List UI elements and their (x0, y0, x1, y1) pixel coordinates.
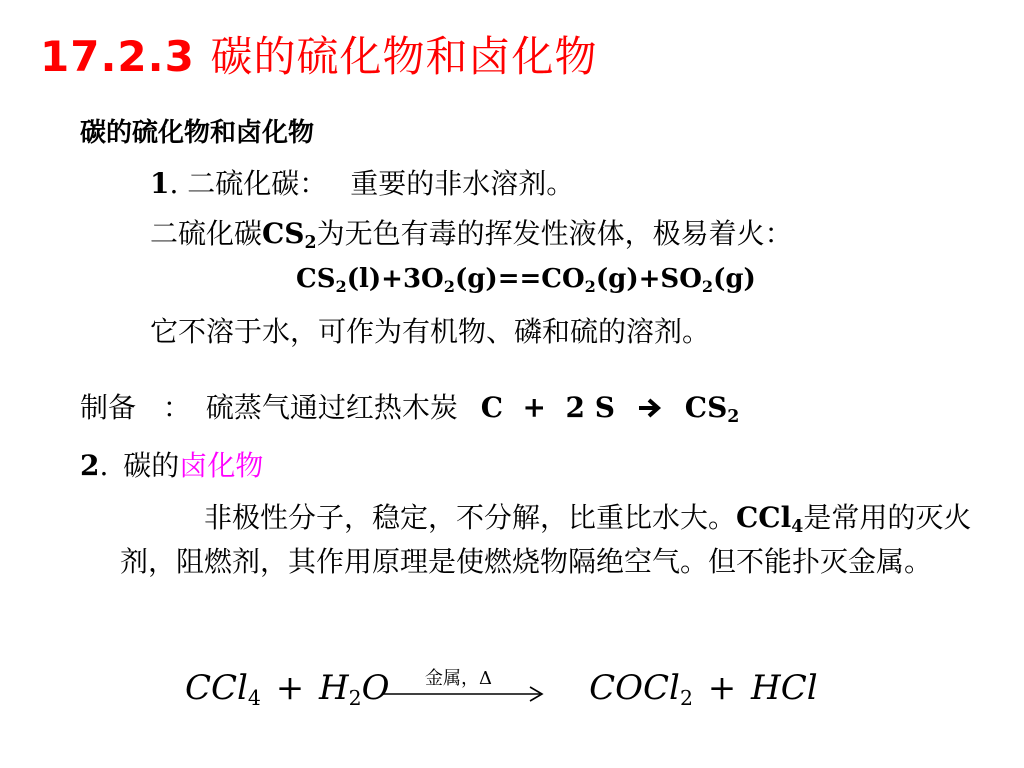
cs2-description (150, 212, 793, 252)
item1-desc: 重要的非水溶剂。 (350, 167, 575, 200)
right-arrow-icon (638, 393, 662, 426)
paragraph-part2: 是常用的灭火剂，阻燃剂，其作用原理是使燃烧物隔绝空气。但不能扑灭金属。 (120, 501, 972, 578)
item1-line (150, 162, 574, 202)
item1-heading: 二硫化碳： (187, 167, 328, 200)
eq1-sub: 2 (584, 276, 596, 296)
item2-sep: . (99, 449, 109, 482)
eq1-part: (g) (713, 264, 756, 294)
eq1-part: (l)+3O (346, 264, 444, 294)
paragraph-part1: 非极性分子，稳定，不分解，比重比水大。 (204, 501, 737, 534)
eq2-cocl: COCl (589, 668, 680, 708)
eq1-sub: 2 (701, 276, 714, 296)
halide-paragraph (120, 496, 1020, 584)
section-title-text: 碳的硫化物和卤化物 (210, 32, 598, 81)
item2-pre: 碳的 (123, 449, 180, 482)
preparation-line (80, 386, 739, 426)
item1-number: 1 (150, 167, 170, 200)
eq1-part: (g)==CO (454, 264, 585, 294)
prep-product-main: CS (684, 391, 728, 424)
prep-reactants-text: C + 2 S (480, 391, 615, 424)
eq1-part: CS (296, 264, 336, 294)
arrow-condition-label: 金属，Δ (425, 668, 492, 689)
section-number: 17.2.3 (40, 32, 195, 81)
eq2-plus: + (275, 668, 305, 708)
item2-number: 2 (80, 449, 100, 482)
prep-product (684, 391, 740, 428)
ccl4-sub: 4 (791, 517, 804, 538)
cs2-pre: 二硫化碳 (150, 217, 263, 250)
subtitle: 碳的硫化物和卤化物 (80, 118, 315, 148)
item1-sep: . (169, 167, 179, 200)
eq1-sub: 2 (335, 276, 347, 296)
cs2-formula (262, 217, 317, 254)
ccl4-main: CCl (736, 501, 792, 534)
eq2-h-sub: 2 (348, 686, 362, 711)
prep-text: 硫蒸气通过红热木炭 (205, 391, 458, 424)
eq2-ccl: CCl (185, 668, 248, 708)
long-arrow-icon (380, 672, 550, 712)
combustion-equation (296, 264, 756, 294)
eq2-h: H (319, 668, 349, 708)
cs2-post: 为无色有毒的挥发性液体，极易着火： (316, 217, 793, 250)
cs2-formula-sub: 2 (304, 233, 317, 254)
eq2-o: O (361, 668, 390, 708)
eq1-sub: 2 (443, 276, 455, 296)
eq2-hcl: HCl (751, 668, 818, 708)
solvent-line: 它不溶于水，可作为有机物、磷和硫的溶剂。 (150, 315, 711, 348)
prep-product-sub: 2 (727, 407, 740, 428)
item2-line (80, 444, 263, 484)
prep-colon: ： (162, 391, 191, 424)
item2-highlight: 卤化物 (179, 449, 264, 482)
ccl4-formula (736, 501, 804, 538)
eq2-cocl-sub: 2 (679, 686, 693, 711)
eq1-part: (g)+SO (595, 264, 702, 294)
eq2-ccl-sub: 4 (247, 686, 261, 711)
cs2-formula-main: CS (262, 217, 305, 250)
page-title (40, 24, 597, 84)
prep-label: 制备 (80, 391, 137, 424)
eq2-plus: + (707, 668, 737, 708)
